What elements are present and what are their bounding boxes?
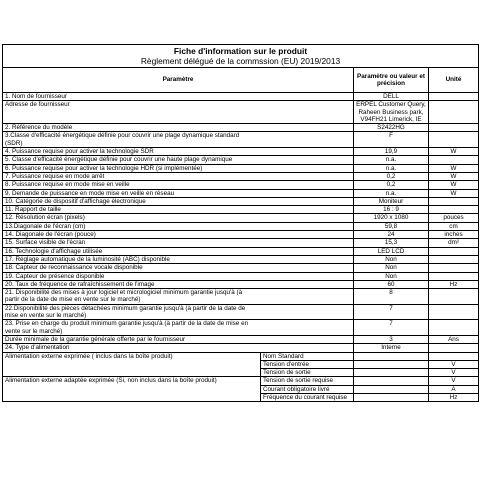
- unit-text: Hz: [449, 280, 458, 288]
- column-header-value-line2: précision: [377, 80, 405, 87]
- table-row: [3, 289, 479, 305]
- power-supply-unit-cell: [429, 352, 479, 360]
- table-row: [3, 101, 479, 124]
- power-supply-unit-cell: [429, 369, 479, 377]
- table-row: [3, 280, 479, 288]
- parameter-cell: [3, 124, 354, 132]
- unit-cell: [429, 304, 479, 320]
- unit-cell: [429, 280, 479, 288]
- value-text: 0,2: [386, 181, 396, 189]
- unit-cell: [429, 181, 479, 189]
- value-cell: [354, 189, 429, 197]
- parameter-label: 24. Type d'alimentation: [5, 344, 70, 352]
- parameter-line: partir de la date de mise en vente sur le marché): [5, 296, 141, 304]
- value-text: S2422HG: [377, 124, 405, 132]
- value-text: 15,3: [384, 239, 398, 247]
- value-text: 19,9: [384, 148, 398, 156]
- value-cell: [354, 222, 429, 230]
- value-text: 1920 x 1080: [373, 214, 409, 222]
- value-cell: [354, 93, 429, 101]
- table-row: [3, 335, 479, 343]
- value-cell: [354, 132, 429, 148]
- parameter-label: 7. Puissance requise en mode arrêt: [5, 172, 105, 180]
- power-supply-sub-label: [261, 385, 354, 393]
- unit-cell: [429, 156, 479, 164]
- power-supply-unit-text: A: [451, 385, 456, 393]
- value-cell: [354, 255, 429, 263]
- value-text: n.a.: [385, 164, 397, 172]
- power-supply-sub-label: [261, 369, 354, 377]
- value-cell: [354, 344, 429, 352]
- power-supply-group-label: [3, 352, 261, 377]
- power-supply-value-cell: [354, 377, 429, 385]
- product-information-sheet: [2, 44, 479, 402]
- column-header-value-line1: Paramètre ou valeur et: [357, 72, 425, 80]
- parameter-label: 14. Diagonale de l'écran (pouce): [5, 231, 96, 239]
- parameter-line: 3.Classe d'efficacité énergétique définie pour couvrir une plage dynamique standard: [5, 132, 240, 140]
- parameter-label: 9. Demande de puissance en mode mise en veille en réseau: [5, 189, 175, 197]
- table-row: [3, 344, 479, 352]
- parameter-cell: [3, 304, 354, 320]
- parameter-cell: [3, 164, 354, 172]
- unit-cell: [429, 101, 479, 124]
- power-supply-value-cell: [354, 393, 429, 401]
- value-text: Non: [385, 272, 397, 280]
- unit-text: pouces: [443, 214, 464, 222]
- value-text: n.a.: [385, 156, 397, 164]
- power-supply-unit-text: Hz: [449, 393, 458, 401]
- unit-cell: [429, 172, 479, 180]
- value-cell: [354, 335, 429, 343]
- parameter-label: 17. Réglage automatique de la luminosité (ABC) disponible: [5, 255, 170, 263]
- parameter-label: 2. Référence du modèle: [5, 124, 73, 132]
- value-line: Raheen Business park,: [358, 108, 424, 116]
- value-cell: [354, 280, 429, 288]
- parameter-label: 15. Surface visible de l'écran: [5, 239, 86, 247]
- unit-cell: [429, 124, 479, 132]
- value-text: 24: [387, 231, 395, 239]
- table-row: [3, 124, 479, 132]
- column-header-parameter: Paramètre: [3, 68, 354, 93]
- power-supply-sub-text: Tension d'entrée: [263, 360, 310, 368]
- unit-text: Ans: [448, 335, 459, 343]
- value-text: Non: [385, 255, 397, 263]
- table-row: [3, 189, 479, 197]
- value-cell: [354, 148, 429, 156]
- value-cell: [354, 164, 429, 172]
- parameter-cell: [3, 222, 354, 230]
- table-row: [3, 264, 479, 272]
- parameter-label: 4. Puissance requise pour activer la technologie SDR: [5, 148, 154, 156]
- table-row: [3, 132, 479, 148]
- table-row: [3, 197, 479, 205]
- unit-cell: [429, 148, 479, 156]
- unit-cell: [429, 189, 479, 197]
- value-cell: [354, 124, 429, 132]
- value-text: LED LCD: [377, 247, 405, 255]
- unit-text: W: [450, 189, 457, 197]
- power-supply-sub-text: Courant obligatoire livré: [263, 385, 330, 393]
- unit-text: inches: [444, 231, 463, 239]
- value-cell: [354, 214, 429, 222]
- sheet-title-row: [3, 45, 479, 68]
- table-row: [3, 206, 479, 214]
- unit-cell: [429, 239, 479, 247]
- parameter-cell: [3, 214, 354, 222]
- parameter-cell: [3, 320, 354, 336]
- parameter-line: mise en vente sur le marché): [5, 312, 87, 320]
- parameter-cell: [3, 206, 354, 214]
- value-text: 8: [389, 289, 393, 297]
- power-supply-unit-cell: [429, 393, 479, 401]
- value-cell: [354, 231, 429, 239]
- value-text: 0,2: [386, 172, 396, 180]
- unit-cell: [429, 231, 479, 239]
- unit-cell: [429, 255, 479, 263]
- parameter-label: 5. Classe d'efficacité énergétique définie pour couvrir une haute plage dynamique: [5, 156, 233, 164]
- power-supply-sub-label: [261, 393, 354, 401]
- value-text: Interne: [381, 344, 401, 352]
- sheet-title-cell: [3, 45, 479, 68]
- parameter-cell: [3, 197, 354, 205]
- parameter-cell: [3, 344, 354, 352]
- value-text: 16 : 9: [383, 206, 399, 214]
- unit-text: dm²: [448, 239, 459, 247]
- unit-cell: [429, 206, 479, 214]
- value-cell: [354, 206, 429, 214]
- power-supply-sub-label: [261, 352, 354, 360]
- column-header-value: [354, 68, 429, 93]
- value-cell: [354, 272, 429, 280]
- power-supply-sub-label: [261, 360, 354, 368]
- value-text: n.a.: [385, 189, 397, 197]
- parameter-label: 1. Nom de fournisseur: [5, 93, 67, 100]
- power-supply-unit-cell: [429, 377, 479, 385]
- parameter-cell: [3, 247, 354, 255]
- sheet-header-row: [3, 68, 479, 93]
- unit-text: W: [450, 148, 457, 156]
- parameter-cell: [3, 148, 354, 156]
- table-row: [3, 304, 479, 320]
- unit-text: W: [450, 164, 457, 172]
- parameter-label: 16. Technologie d'affichage utilisée: [5, 247, 103, 255]
- parameter-cell: [3, 264, 354, 272]
- value-cell: [354, 289, 429, 305]
- parameter-cell: [3, 255, 354, 263]
- power-supply-value-cell: [354, 352, 429, 360]
- value-text: F: [389, 132, 393, 140]
- value-cell: [354, 197, 429, 205]
- table-row: [3, 148, 479, 156]
- table-row: [3, 181, 479, 189]
- table-row: [3, 272, 479, 280]
- table-row: [3, 222, 479, 230]
- table-row: [3, 214, 479, 222]
- parameter-cell: [3, 280, 354, 288]
- unit-cell: [429, 272, 479, 280]
- unit-cell: [429, 132, 479, 148]
- power-supply-group-text: Alimentation externe exprimée ( inclus dans la boîte produit): [5, 352, 173, 360]
- value-cell: [354, 239, 429, 247]
- parameter-line: 23. Prise en charge du produit minimum garantie jusqu'à (à partir de la date de mise en: [5, 320, 249, 328]
- table-row: [3, 231, 479, 239]
- power-supply-group-label: [3, 377, 261, 402]
- value-text: DELL: [383, 93, 399, 100]
- unit-cell: [429, 214, 479, 222]
- parameter-cell: [3, 289, 354, 305]
- unit-cell: [429, 320, 479, 336]
- value-text: 7: [389, 320, 393, 328]
- parameter-cell: [3, 156, 354, 164]
- power-supply-sub-text: Tension de sortie: [263, 369, 311, 377]
- column-header-unit: Unité: [429, 68, 479, 93]
- value-text: 3: [389, 335, 393, 343]
- parameter-cell: [3, 231, 354, 239]
- unit-text: cm: [449, 222, 458, 230]
- parameter-line: vente sur le marché): [5, 327, 63, 335]
- parameter-cell: [3, 172, 354, 180]
- table-row: [3, 320, 479, 336]
- unit-cell: [429, 164, 479, 172]
- parameter-label: 12. Résolution écran (pixels): [5, 214, 85, 222]
- parameter-cell: [3, 132, 354, 148]
- value-line: V94FH21 Limerick, IE: [360, 115, 422, 123]
- table-row: [3, 172, 479, 180]
- unit-cell: [429, 264, 479, 272]
- power-supply-sub-text: Nom Standard: [263, 352, 304, 360]
- parameter-cell: [3, 181, 354, 189]
- power-supply-group-text: Alimentation externe adaptée exprimée (Si, non inclus dans la boîte produit): [5, 377, 217, 385]
- table-row: [3, 156, 479, 164]
- parameter-label: 8. Puissance requise en mode mise en veille: [5, 181, 130, 189]
- sheet-title: Fiche d'information sur le produit: [173, 46, 308, 56]
- value-cell: [354, 156, 429, 164]
- power-supply-unit-text: V: [451, 369, 456, 377]
- power-supply-row: [3, 377, 479, 385]
- parameter-label: 11. Rapport de taille: [5, 206, 61, 214]
- parameter-cell: [3, 335, 354, 343]
- parameter-line: (SDR): [5, 139, 23, 147]
- parameter-label: 19. Capteur de présence disponible: [5, 272, 105, 280]
- unit-cell: [429, 247, 479, 255]
- value-text: Non: [385, 264, 397, 272]
- power-supply-unit-text: V: [451, 377, 456, 385]
- value-cell: [354, 304, 429, 320]
- power-supply-sub-label: [261, 377, 354, 385]
- unit-cell: [429, 93, 479, 101]
- value-text: 59,8: [384, 222, 398, 230]
- table-row: [3, 93, 479, 101]
- power-supply-sub-text: Fréquence du courant requise: [263, 393, 348, 401]
- unit-text: W: [450, 172, 457, 180]
- power-supply-value-cell: [354, 385, 429, 393]
- parameter-line: 22.Disponibilité des pièces détachées minimum garantie jusqu'à (à partir de la date de: [5, 304, 246, 312]
- unit-cell: [429, 222, 479, 230]
- value-cell: [354, 181, 429, 189]
- value-cell: [354, 247, 429, 255]
- unit-cell: [429, 289, 479, 305]
- parameter-cell: [3, 93, 354, 101]
- power-supply-row: [3, 352, 479, 360]
- value-line: ERPEL Customer Query,: [356, 101, 426, 109]
- sheet-subtitle: Règlement délégué de la commssion (EU) 2019/2013: [140, 56, 341, 66]
- power-supply-sub-text: Tension de sortie requise: [263, 377, 334, 385]
- parameter-label: 13.Diagonale de l'écran (cm): [5, 222, 86, 230]
- value-cell: [354, 320, 429, 336]
- unit-cell: [429, 197, 479, 205]
- parameter-label: 18. Capteur de reconnaissance vocale disponible: [5, 264, 143, 272]
- value-text: Moniteur: [378, 197, 404, 205]
- value-cell: [354, 264, 429, 272]
- power-supply-unit-cell: [429, 360, 479, 368]
- value-cell: [354, 101, 429, 124]
- table-row: [3, 247, 479, 255]
- unit-text: W: [450, 181, 457, 189]
- parameter-cell: [3, 189, 354, 197]
- parameter-line: 21. Disponibilité des mises à jour logiciel et micrologiciel minimum garantie jusqu'à (à: [5, 289, 243, 297]
- table-row: [3, 164, 479, 172]
- parameter-cell: [3, 101, 354, 124]
- unit-cell: [429, 335, 479, 343]
- parameter-label: 20. Taux de fréquence de rafraîchissement de l'image: [5, 280, 155, 288]
- power-supply-value-cell: [354, 360, 429, 368]
- table-row: [3, 239, 479, 247]
- parameter-label: 6. Puissance requise pour activer la technologie HDR (si implémentée): [5, 164, 203, 172]
- value-cell: [354, 172, 429, 180]
- unit-cell: [429, 344, 479, 352]
- value-text: 7: [389, 304, 393, 312]
- power-supply-value-cell: [354, 369, 429, 377]
- parameter-label: 10. Catégorie de dispositif d'affichage électronique: [5, 197, 146, 205]
- value-text: 60: [387, 280, 395, 288]
- parameter-label: Adresse de fournisseur: [5, 101, 70, 109]
- table-row: [3, 255, 479, 263]
- parameter-cell: [3, 239, 354, 247]
- power-supply-unit-cell: [429, 385, 479, 393]
- parameter-cell: [3, 272, 354, 280]
- power-supply-unit-text: V: [451, 360, 456, 368]
- parameter-label: Durée minimale de la garantie générale offerte par le fournisseur: [5, 335, 186, 343]
